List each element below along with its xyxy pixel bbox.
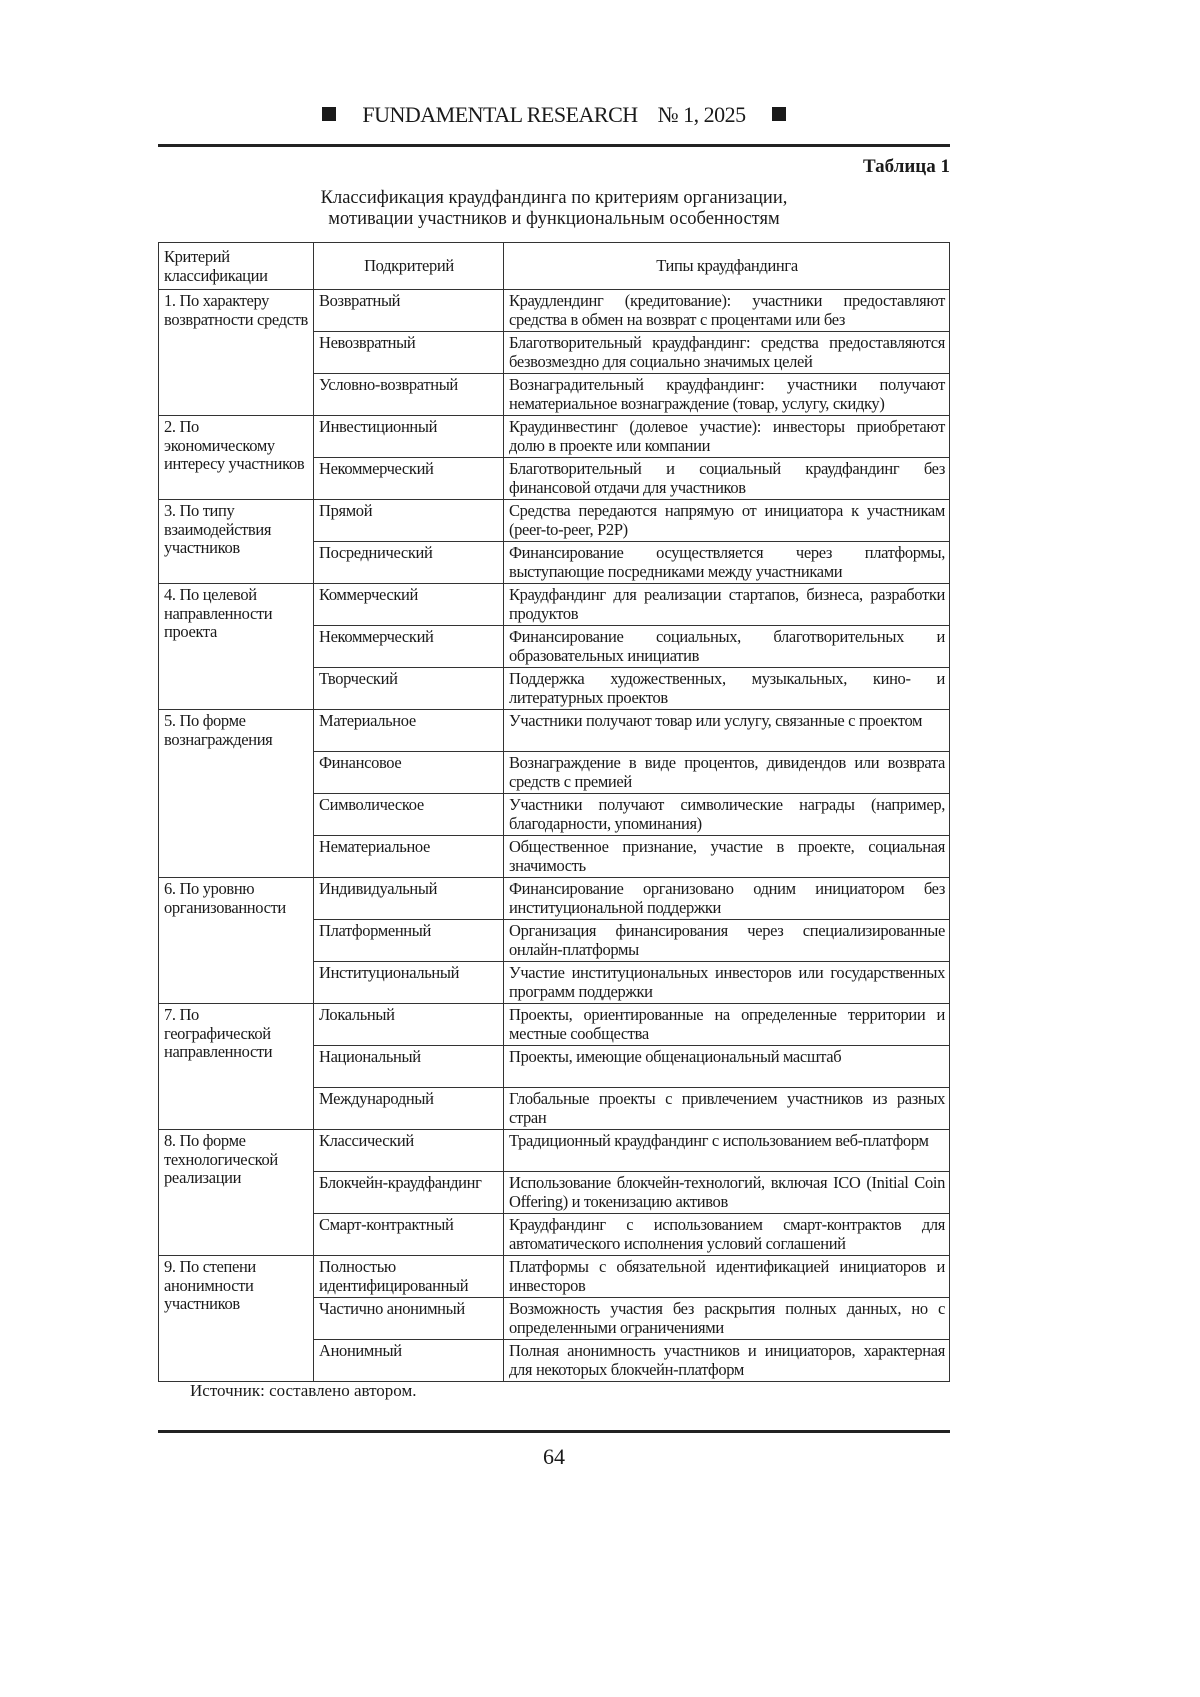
subcriterion-cell: Полностью идентифицированный (314, 1256, 504, 1298)
crowdfunding-type-cell: Возможность участия без раскрытия полных данных, но с определенными ограничениями (504, 1298, 950, 1340)
criterion-cell: 2. По экономическому интересу участников (159, 416, 314, 500)
subcriterion-cell: Некоммерческий (314, 458, 504, 500)
criterion-cell: 1. По характеру возвратности средств (159, 290, 314, 416)
table-row (159, 878, 950, 920)
column-header: Подкритерий (314, 243, 504, 290)
subcriterion-cell: Символическое (314, 794, 504, 836)
crowdfunding-type-cell: Участники получают символические награды (например, благодарности, упоминания) (504, 794, 950, 836)
crowdfunding-type-cell: Краудинвестинг (долевое участие): инвесторы приобретают долю в проекте или компании (504, 416, 950, 458)
subcriterion-cell: Инвестиционный (314, 416, 504, 458)
crowdfunding-type-cell: Краудфандинг для реализации стартапов, бизнеса, разработки продуктов (504, 584, 950, 626)
table-label: Таблица 1 (863, 156, 950, 178)
journal-name: FUNDAMENTAL RESEARCH (362, 102, 637, 127)
table-row (159, 1130, 950, 1172)
crowdfunding-type-cell: Использование блокчейн-технологий, включая ICO (Initial Coin Offering) и токенизацию активов (504, 1172, 950, 1214)
crowdfunding-type-cell: Проекты, имеющие общенациональный масштаб (504, 1046, 950, 1088)
issue-number: № 1, 2025 (658, 102, 746, 127)
crowdfunding-type-cell: Платформы с обязательной идентификацией инициаторов и инвесторов (504, 1256, 950, 1298)
table-caption (158, 188, 950, 230)
footer-rule (158, 1430, 950, 1433)
crowdfunding-type-cell: Финансирование осуществляется через платформы, выступающие посредниками между участниками (504, 542, 950, 584)
crowdfunding-type-cell: Общественное признание, участие в проекте, социальная значимость (504, 836, 950, 878)
subcriterion-cell: Анонимный (314, 1340, 504, 1382)
subcriterion-cell: Финансовое (314, 752, 504, 794)
subcriterion-cell: Платформенный (314, 920, 504, 962)
subcriterion-cell: Коммерческий (314, 584, 504, 626)
crowdfunding-type-cell: Финансирование социальных, благотворительных и образовательных инициатив (504, 626, 950, 668)
subcriterion-cell: Смарт-контрактный (314, 1214, 504, 1256)
criterion-cell: 7. По географической направленности (159, 1004, 314, 1130)
crowdfunding-type-cell: Вознаградительный краудфандинг: участники получают нематериальное вознаграждение (товар, услугу, скидку) (504, 374, 950, 416)
crowdfunding-type-cell: Поддержка художественных, музыкальных, кино- и литературных проектов (504, 668, 950, 710)
crowdfunding-type-cell: Средства передаются напрямую от инициатора к участникам (peer-to-peer, P2P) (504, 500, 950, 542)
subcriterion-cell: Национальный (314, 1046, 504, 1088)
subcriterion-cell: Частично анонимный (314, 1298, 504, 1340)
table-row (159, 500, 950, 542)
subcriterion-cell: Институциональный (314, 962, 504, 1004)
crowdfunding-type-cell: Глобальные проекты с привлечением участников из разных стран (504, 1088, 950, 1130)
header-rule (158, 144, 950, 147)
subcriterion-cell: Международный (314, 1088, 504, 1130)
subcriterion-cell: Локальный (314, 1004, 504, 1046)
table-row (159, 290, 950, 332)
table-row (159, 416, 950, 458)
subcriterion-cell: Блокчейн-краудфандинг (314, 1172, 504, 1214)
crowdfunding-type-cell: Традиционный краудфандинг с использованием веб-платформ (504, 1130, 950, 1172)
crowdfunding-type-cell: Проекты, ориентированные на определенные территории и местные сообщества (504, 1004, 950, 1046)
crowdfunding-type-cell: Полная анонимность участников и инициаторов, характерная для некоторых блокчейн-платформ (504, 1340, 950, 1382)
subcriterion-cell: Нематериальное (314, 836, 504, 878)
crowdfunding-type-cell: Участие институциональных инвесторов или государственных программ поддержки (504, 962, 950, 1004)
column-header: Типы краудфандинга (504, 243, 950, 290)
subcriterion-cell: Невозвратный (314, 332, 504, 374)
subcriterion-cell: Классический (314, 1130, 504, 1172)
crowdfunding-type-cell: Краудлендинг (кредитование): участники предоставляют средства в обмен на возврат с процентами или без (504, 290, 950, 332)
criterion-cell: 4. По целевой направленности проекта (159, 584, 314, 710)
criterion-cell: 3. По типу взаимодействия участников (159, 500, 314, 584)
table-row (159, 710, 950, 752)
running-header (0, 102, 1108, 128)
subcriterion-cell: Материальное (314, 710, 504, 752)
crowdfunding-type-cell: Краудфандинг с использованием смарт-контрактов для автоматического исполнения условий соглашений (504, 1214, 950, 1256)
column-header: Критерий классификации (159, 243, 314, 290)
classification-table (158, 242, 950, 1382)
criterion-cell: 8. По форме технологической реализации (159, 1130, 314, 1256)
crowdfunding-type-cell: Благотворительный и социальный краудфандинг без финансовой отдачи для участников (504, 458, 950, 500)
caption-line: Классификация краудфандинга по критериям организации, (158, 188, 950, 209)
table-row (159, 1256, 950, 1298)
subcriterion-cell: Некоммерческий (314, 626, 504, 668)
table-row (159, 1004, 950, 1046)
crowdfunding-type-cell: Участники получают товар или услугу, связанные с проектом (504, 710, 950, 752)
subcriterion-cell: Возвратный (314, 290, 504, 332)
table-header-row (159, 243, 950, 290)
page-number: 64 (0, 1444, 1108, 1470)
crowdfunding-type-cell: Финансирование организовано одним инициатором без институциональной поддержки (504, 878, 950, 920)
subcriterion-cell: Индивидуальный (314, 878, 504, 920)
subcriterion-cell: Творческий (314, 668, 504, 710)
criterion-cell: 9. По степени анонимности участников (159, 1256, 314, 1382)
subcriterion-cell: Прямой (314, 500, 504, 542)
subcriterion-cell: Посреднический (314, 542, 504, 584)
crowdfunding-type-cell: Благотворительный краудфандинг: средства предоставляются безвозмездно для социально значимых целей (504, 332, 950, 374)
square-bullet-icon (322, 107, 336, 121)
caption-line: мотивации участников и функциональным особенностям (158, 209, 950, 230)
table-row (159, 584, 950, 626)
criterion-cell: 6. По уровню организованности (159, 878, 314, 1004)
subcriterion-cell: Условно-возвратный (314, 374, 504, 416)
criterion-cell: 5. По форме вознаграждения (159, 710, 314, 878)
square-bullet-icon (772, 107, 786, 121)
table-source-note: Источник: составлено автором. (190, 1381, 416, 1401)
crowdfunding-type-cell: Вознаграждение в виде процентов, дивидендов или возврата средств с премией (504, 752, 950, 794)
crowdfunding-type-cell: Организация финансирования через специализированные онлайн-платформы (504, 920, 950, 962)
